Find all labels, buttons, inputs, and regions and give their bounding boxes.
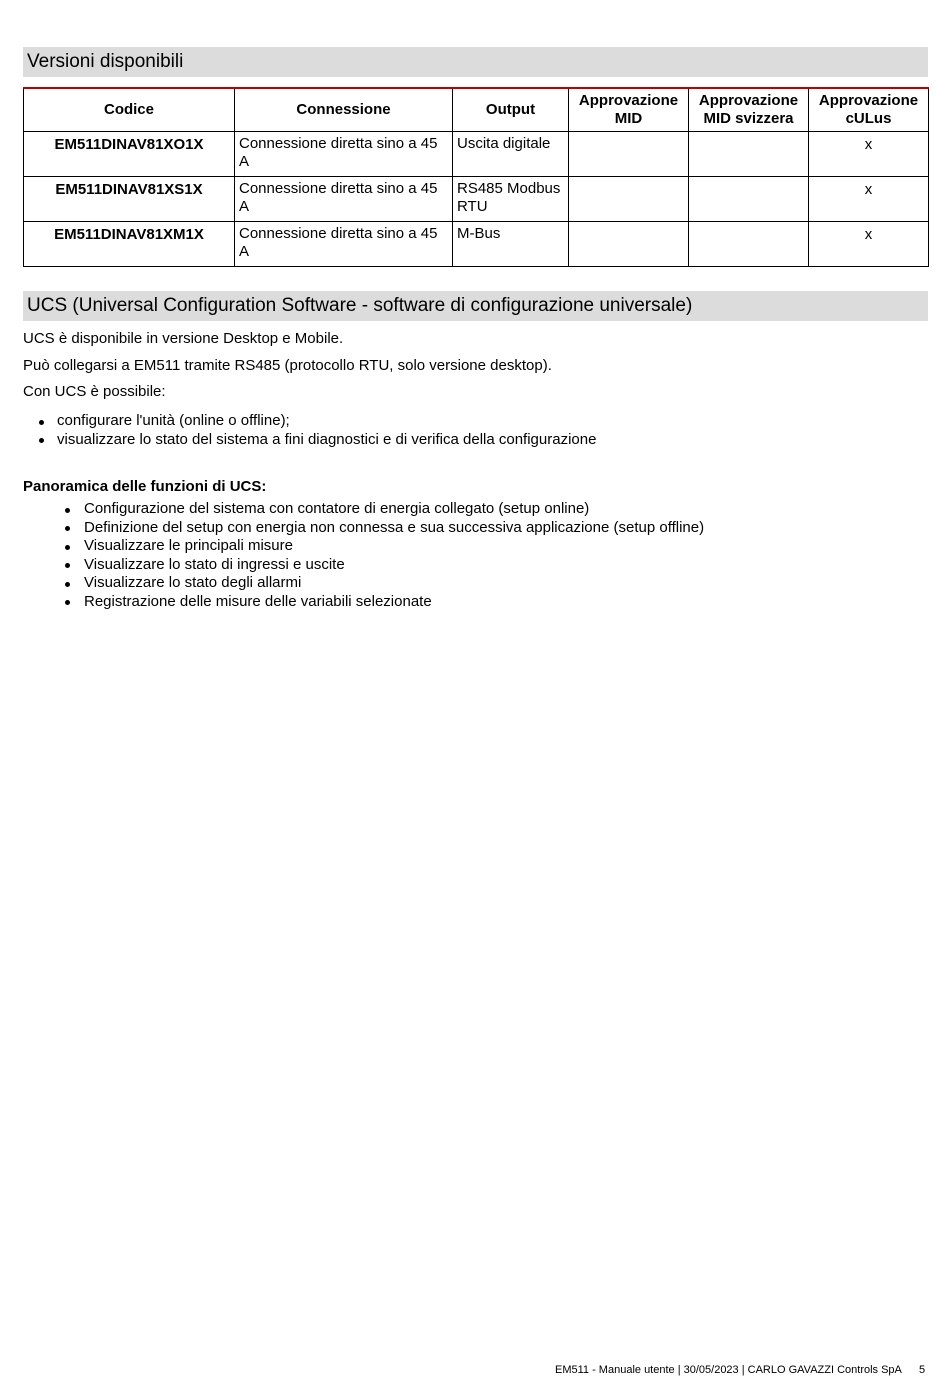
cell-mid-ch: [689, 132, 809, 177]
cell-connection: Connessione diretta sino a 45 A: [235, 177, 453, 222]
list-item: visualizzare lo stato del sistema a fini diagnostici e di verifica della configurazione: [57, 430, 597, 448]
cell-connection: Connessione diretta sino a 45 A: [235, 222, 453, 267]
cell-mid-ch: [689, 177, 809, 222]
table-row: [24, 132, 929, 177]
header-output: Output: [453, 88, 569, 132]
paragraph-possible: Con UCS è possibile:: [23, 383, 166, 400]
list-item: configurare l'unità (online o offline);: [57, 412, 596, 431]
list-item: Visualizzare lo stato di ingressi e uscite: [84, 556, 704, 575]
cell-culus: x: [809, 222, 929, 267]
table-row: [24, 177, 929, 222]
section-title-ucs: UCS (Universal Configuration Software - software di configurazione universale): [23, 291, 928, 321]
list-item: Registrazione delle misure delle variabili selezionate: [84, 593, 704, 612]
capabilities-list: [57, 412, 596, 449]
header-codice: Codice: [24, 88, 235, 132]
cell-code: EM511DINAV81XM1X: [24, 222, 235, 267]
cell-mid: [569, 222, 689, 267]
header-approvazione-mid-svizzera: Approvazione MID svizzera: [689, 88, 809, 132]
cell-connection: Connessione diretta sino a 45 A: [235, 132, 453, 177]
header-approvazione-mid: Approvazione MID: [569, 88, 689, 132]
page-number: 5: [919, 1364, 926, 1376]
cell-mid: [569, 177, 689, 222]
header-connessione: Connessione: [235, 88, 453, 132]
cell-code: EM511DINAV81XO1X: [24, 132, 235, 177]
cell-culus: x: [809, 132, 929, 177]
versions-table: [23, 87, 929, 267]
cell-output: M-Bus: [453, 222, 569, 267]
header-approvazione-culus: Approvazione cULus: [809, 88, 929, 132]
cell-mid: [569, 132, 689, 177]
paragraph-availability: UCS è disponibile in versione Desktop e Mobile.: [23, 330, 344, 347]
cell-output: Uscita digitale: [453, 132, 569, 177]
footer-text: EM511 - Manuale utente | 30/05/2023 | CARLO GAVAZZI Controls SpA: [555, 1364, 902, 1376]
list-item: Visualizzare lo stato degli allarmi: [84, 574, 704, 593]
table-row: [24, 222, 929, 267]
overview-heading: Panoramica delle funzioni di UCS:: [23, 478, 267, 495]
cell-code: EM511DINAV81XS1X: [24, 177, 235, 222]
paragraph-connection: Può collegarsi a EM511 tramite RS485 (protocollo RTU, solo versione desktop).: [23, 357, 552, 374]
cell-mid-ch: [689, 222, 809, 267]
list-item: Visualizzare le principali misure: [84, 537, 704, 556]
table-header-row: [24, 88, 929, 132]
functions-list: [84, 500, 704, 612]
section-title-versions: Versioni disponibili: [23, 47, 928, 77]
list-item: Configurazione del sistema con contatore di energia collegato (setup online): [84, 500, 704, 519]
cell-culus: x: [809, 177, 929, 222]
list-item: Definizione del setup con energia non connessa e sua successiva applicazione (setup offline): [84, 518, 705, 536]
cell-output: RS485 Modbus RTU: [453, 177, 569, 222]
